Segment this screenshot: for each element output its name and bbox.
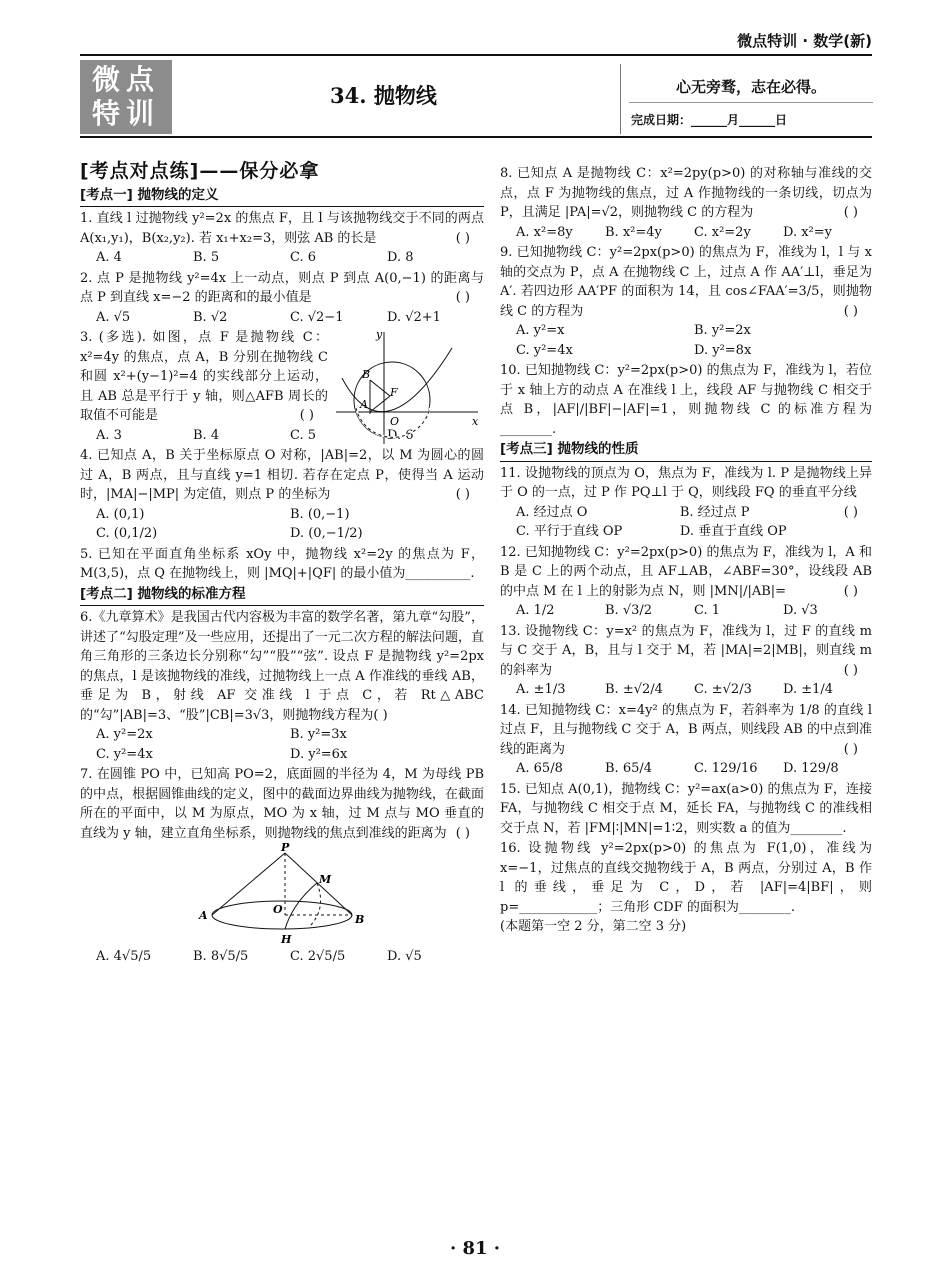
option-c: C. ±√2/3: [694, 682, 752, 697]
option-a: A. √5: [96, 309, 131, 325]
question-5-text: 5. 已知在平面直角坐标系 xOy 中，抛物线 x²=2y 的焦点为 F，M(3,5)，点 Q 在抛物线上，则 |MQ|+|QF| 的最小值为__________.: [80, 546, 484, 581]
option-b: B. 8√5/5: [193, 949, 249, 964]
question-3: [80, 328, 484, 445]
question-4-options: [80, 505, 484, 544]
option-d: D. x²=y: [783, 224, 833, 240]
option-d: D. (0,−1/2): [290, 526, 363, 541]
topic-heading-2: [考点二] 抛物线的标准方程: [80, 585, 484, 607]
point-b-label: B: [362, 368, 371, 381]
question-1-options: [80, 248, 484, 268]
option-c: C. y²=4x: [96, 746, 153, 762]
right-column: [500, 164, 872, 938]
option-b: B. ±√2/4: [605, 682, 663, 697]
question-6-options: [80, 725, 484, 764]
question-14-options: [500, 759, 872, 779]
question-13: [500, 622, 872, 700]
question-9: [500, 243, 872, 360]
question-14: [500, 701, 872, 779]
option-c: C. 2√5/5: [290, 949, 346, 964]
option-d: D. 6: [387, 427, 414, 443]
question-2: [80, 269, 484, 328]
option-c: C. 129/16: [694, 761, 758, 776]
option-c: C. 5: [290, 427, 317, 443]
question-15-text: 15. 已知点 A(0,1)，抛物线 C：y²=ax(a>0) 的焦点为 F，连接 FA，与抛物线 C 相交于点 M，延长 FA，与抛物线 C 的准线相交于点 N，若 |FM|∶|MN|=1∶2，则实数 a 的值为________.: [500, 781, 872, 836]
topic-heading-1: [考点一] 抛物线的定义: [80, 186, 484, 208]
answer-paren: ( ): [843, 583, 858, 599]
option-b: B. 65/4: [605, 761, 653, 776]
origin-o-label: O: [390, 415, 400, 428]
question-7-text: 7. 在圆锥 PO 中，已知高 PO=2，底面圆的半径为 4，M 为母线 PB 的中点，根据圆锥曲线的定义，图中的截面边界曲线为抛物线，在截面所在的平面中，以 M 为原点，MO 为 x 轴，过 M 点与 MO 垂直的直线为 y 轴，建立直角坐标系，则抛物线的焦点到准线的距离为: [80, 767, 484, 841]
answer-paren: ( ): [843, 504, 858, 520]
parabola-circle-figure: [332, 328, 482, 446]
question-16-text: 16. 设抛物线 y²=2px(p>0) 的焦点为 F(1,0)，准线为 x=−1，过焦点的直线交抛物线于 A，B 两点，分别过 A，B 作 l 的垂线，垂足为 C，D，若 |AF|=4|BF|，则 p=____________；三角形 CDF 的面积为________.: [500, 841, 872, 915]
logo-line2: 特训: [91, 97, 160, 130]
question-10: [500, 361, 872, 439]
option-b: B. √3/2: [605, 603, 653, 618]
option-d: D. y²=6x: [290, 746, 348, 762]
option-d: D. 129/8: [783, 761, 839, 776]
header-rule: [80, 54, 872, 56]
point-h-label: H: [281, 933, 292, 946]
answer-paren: ( ): [843, 662, 858, 678]
option-b: B. √2: [193, 309, 228, 325]
cone-apex-p: P: [281, 843, 290, 854]
option-a: A. 3: [96, 427, 122, 443]
y-axis-label: y: [376, 328, 383, 341]
motto-divider: [629, 102, 873, 103]
option-c: C. 平行于直线 OP: [516, 524, 623, 539]
question-3-text: 3. (多选). 如图，点 F 是抛物线 C：x²=4y 的焦点，点 A，B 分别在抛物线 C 和圆 x²+(y−1)²=4 的实线部分上运动，且 AB 总是平行于 y 轴，则△AFB 周长的取值不可能是: [80, 330, 328, 423]
option-c: C. 1: [694, 603, 721, 618]
motto: 心无旁骛，志在必得。: [676, 78, 827, 96]
question-9-text: 9. 已知抛物线 C：y²=2px(p>0) 的焦点为 F，准线为 l，l 与 x 轴的交点为 P，点 A 在抛物线 C 上，过点 A 作 AA′⊥l，垂足为 A′. 若四边形 AA′PF 的面积为 14，且 cos∠FAA′=3/5，则抛物线 C 的方程为: [500, 245, 872, 319]
motto-box: [620, 64, 873, 134]
cone-figure: [197, 843, 367, 947]
option-b: B. 4: [193, 427, 220, 443]
option-b: B. 经过点 P: [679, 504, 750, 520]
page-title: 34. 抛物线: [330, 83, 437, 108]
question-11-text: 11. 设抛物线的顶点为 O，焦点为 F，准线为 l. P 是抛物线上异于 O 的一点，过 P 作 PQ⊥l 于 Q，则线段 FQ 的垂直平分线: [500, 465, 872, 500]
option-d: D. y²=8x: [694, 342, 752, 358]
answer-paren: ( ): [843, 205, 858, 220]
question-8-text: 8. 已知点 A 是抛物线 C：x²=2py(p>0) 的对称轴与准线的交点，点 F 为抛物线的焦点，过 A 作抛物线的一条切线，切点为 P，且满足 |PA|=√2，则抛物线 C 的方程为: [500, 166, 872, 220]
banner-rule: [80, 136, 872, 138]
question-13-options: [500, 680, 872, 700]
answer-paren: ( ): [843, 741, 858, 757]
question-1: [80, 209, 484, 268]
answer-paren: ( ): [455, 825, 470, 841]
x-axis-label: x: [472, 415, 479, 428]
left-column: [80, 160, 484, 968]
topic-banner: [80, 60, 872, 134]
scoring-note: (本题第一空 2 分，第二空 3 分): [500, 919, 687, 934]
option-b: B. y²=2x: [694, 323, 751, 338]
answer-paren: ( ): [455, 230, 470, 246]
running-header: 微点特训 · 数学(新): [737, 32, 872, 50]
question-7: [80, 765, 484, 967]
answer-paren: ( ): [455, 290, 470, 305]
section-title: [考点对点练]——保分必拿: [80, 160, 320, 182]
point-b-label: B: [355, 913, 365, 926]
option-a: A. y²=x: [516, 323, 565, 338]
question-6: [80, 608, 484, 764]
option-a: A. ±1/3: [516, 682, 566, 697]
option-c: C. x²=2y: [694, 224, 751, 240]
question-10-text: 10. 已知抛物线 C：y²=2px(p>0) 的焦点为 F，准线为 l，若位于 x 轴上方的动点 A 在准线 l 上，线段 AF 与抛物线 C 相交于点 B，|AF|/|BF|−|AF|=1，则抛物线 C 的标准方程为________.: [500, 363, 872, 437]
question-11-options: [500, 503, 844, 542]
question-2-text: 2. 点 P 是抛物线 y²=4x 上一动点，则点 P 到点 A(0,−1) 的距离与点 P 到直线 x=−2 的距离和的最小值是: [80, 270, 484, 305]
option-a: A. 4: [96, 250, 122, 265]
option-b: B. y²=3x: [290, 727, 347, 742]
question-2-options: [80, 308, 484, 328]
option-b: B. (0,−1): [290, 506, 350, 522]
page-number: · 81 ·: [449, 1238, 501, 1259]
question-6-text: 6.《九章算术》是我国古代内容极为丰富的数学名著，第九章“勾股”，讲述了“勾股定理”及一些应用，还提出了一元二次方程的解法问题，直角三角形的三条边长分别称“勾”“股”“弦”. 设点 F 是抛物线 y²=2px 的焦点，l 是该抛物线的准线，过抛物线上一点 A 作准线的垂线 AB，垂足为 B，射线 AF 交准线 l 于点 C，若 Rt△ABC 的“勾”|AB|=3、“股”|CB|=3√3，则抛物线方程为( ): [80, 610, 484, 723]
option-b: B. x²=4y: [605, 224, 662, 240]
option-d: D. √2+1: [387, 309, 441, 325]
point-a-label: A: [360, 398, 368, 411]
point-a-label: A: [199, 909, 208, 922]
option-c: C. (0,1/2): [96, 526, 158, 541]
question-14-text: 14. 已知抛物线 C：x=4y² 的焦点为 F，若斜率为 1/8 的直线 l 过点 F，且与抛物线 C 交于 A，B 两点，则线段 AB 的中点到准线的距离为: [500, 702, 872, 757]
answer-paren: ( ): [455, 487, 470, 502]
question-7-options: [80, 947, 484, 967]
option-a: A. 4√5/5: [96, 949, 152, 964]
question-4: [80, 446, 484, 544]
topic-heading-3: [考点三] 抛物线的性质: [500, 440, 872, 462]
point-m-label: M: [319, 873, 332, 886]
option-a: A. 经过点 O: [516, 504, 588, 520]
option-c: C. y²=4x: [516, 342, 573, 358]
question-4-text: 4. 已知点 A，B 关于坐标原点 O 对称，|AB|=2，以 M 为圆心的圆过 A，B 两点，且与直线 y=1 相切. 若存在定点 P，使得当 A 运动时，|MA|−|MP| 为定值，则点 P 的坐标为: [80, 448, 484, 502]
completion-date: 完成日期：______月______日: [631, 113, 788, 127]
series-logo: [80, 60, 172, 134]
option-a: A. 1/2: [516, 603, 555, 618]
question-12-options: [500, 601, 872, 621]
focus-f-label: F: [390, 386, 398, 399]
question-13-text: 13. 设抛物线 C：y=x² 的焦点为 F，准线为 l，过 F 的直线 m 与 C 交于 A，B，且与 l 交于 M，若 |MA|=2|MB|，则直线 m 的斜率为: [500, 623, 872, 678]
question-9-options: [500, 321, 872, 360]
question-16: [500, 839, 872, 937]
option-c: C. 6: [290, 250, 317, 265]
question-11: [500, 464, 872, 542]
option-d: D. ±1/4: [783, 682, 834, 697]
answer-paren: ( ): [299, 408, 314, 423]
option-d: D. 8: [387, 250, 414, 265]
question-8: [500, 164, 872, 242]
option-d: D. 垂直于直线 OP: [679, 524, 787, 539]
question-15: [500, 780, 872, 839]
option-a: A. y²=2x: [96, 727, 153, 742]
option-b: B. 5: [193, 250, 220, 265]
question-5: [80, 545, 484, 584]
logo-line1: 微点: [91, 63, 160, 96]
center-o-label: O: [273, 903, 283, 916]
option-a: A. x²=8y: [516, 224, 573, 240]
option-c: C. √2−1: [290, 309, 344, 325]
question-8-options: [500, 223, 872, 243]
question-12: [500, 543, 872, 621]
answer-paren: ( ): [843, 303, 858, 319]
question-1-text: 1. 直线 l 过抛物线 y²=2x 的焦点 F，且 l 与该抛物线交于不同的两点 A(x₁,y₁)，B(x₂,y₂). 若 x₁+x₂=3，则弦 AB 的长是: [80, 211, 484, 246]
option-d: D. √3: [783, 603, 818, 618]
option-a: A. (0,1): [96, 506, 145, 522]
question-12-text: 12. 已知抛物线 C：y²=2px(p>0) 的焦点为 F，准线为 l，A 和 B 是 C 上的两个动点，且 AF⊥AB，∠ABF=30°，设线段 AB 的中点 M 在 l 上的射影为点 N，则 |MN|/|AB|=: [500, 544, 872, 599]
option-d: D. √5: [387, 949, 422, 964]
option-a: A. 65/8: [516, 761, 563, 776]
